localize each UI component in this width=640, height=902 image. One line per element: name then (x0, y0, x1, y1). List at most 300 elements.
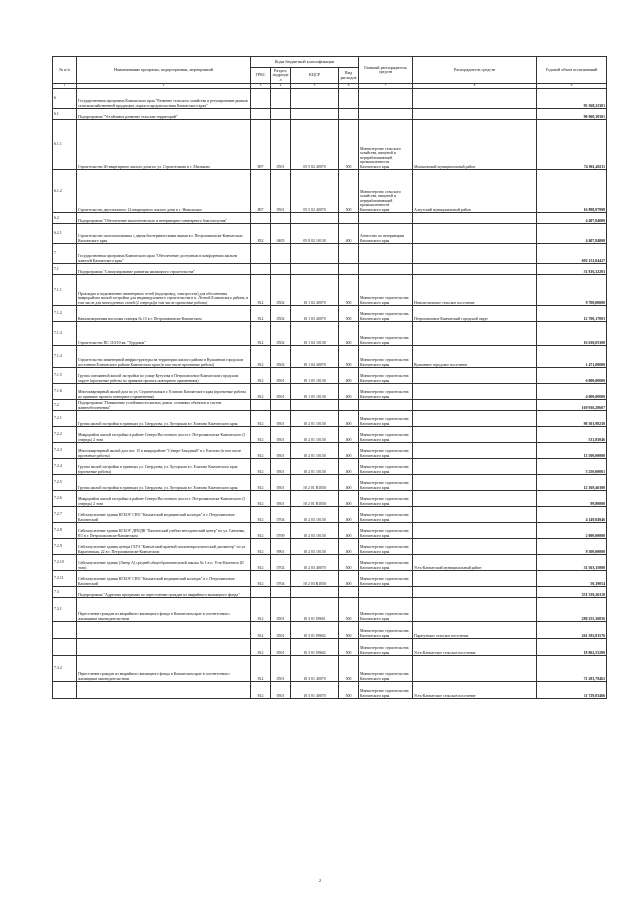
row-grbs: 812 (251, 639, 271, 656)
row-vid: 500 (339, 682, 359, 699)
table-row (53, 400, 607, 411)
row-ksr: 10 2 01 R1050 (291, 491, 339, 507)
row-vid: 500 (339, 598, 359, 622)
row-amount: 1 471,00000 (537, 346, 607, 368)
row-recipient (413, 656, 537, 682)
row-admin: Министерство строительства Камчатского края (359, 459, 413, 475)
row-amount: 71 283,79462 (537, 656, 607, 682)
row-vid: 500 (339, 346, 359, 368)
header-index: 6 (339, 84, 359, 89)
row-name: Строительство скотомогильника с двумя биотермическими ямами в г. Петропавловске-Камчатском Камчатского края (77, 224, 251, 244)
row-name: Группа жилой застройки в границах ул. Свердлова, ул. Хуторская в г. Елизово Камчатского края (77, 411, 251, 427)
table-row (53, 411, 607, 427)
row-recipient (413, 459, 537, 475)
row-admin: Министерство строительства Камчатского края (359, 306, 413, 322)
row-name: Группа жилой застройки в границах ул. Свердлова, ул. Хуторская в г. Елизово Камчатского края (77, 475, 251, 491)
table-row (53, 459, 607, 475)
row-name: Сейсмоусиление здания (Литер А) средней общеобразовательной школы № 1 в п. Усть-Камчатск (II этап) (77, 555, 251, 571)
row-vid: 400 (339, 411, 359, 427)
row-admin: Министерство строительства Камчатского края (359, 639, 413, 656)
row-razd: 0704 (271, 571, 291, 587)
row-name: Строительство ПС 110/10 кв. "Турдоков" (77, 322, 251, 346)
row-razd (271, 244, 291, 264)
row-grbs: 812 (251, 275, 271, 306)
row-name: Строительство 40-квартирного жилого дома по ул. Строительная в с. Мильково (77, 120, 251, 170)
row-razd (271, 264, 291, 275)
row-razd (271, 109, 291, 120)
row-vid: 400 (339, 491, 359, 507)
row-razd: 0502 (271, 306, 291, 322)
row-name: Строительство инженерной инфраструктуры на территории жилого района в Вулканном городском поселении Елизовского района Камчатского края (в том числе проектные работы) (77, 346, 251, 368)
table-row (53, 306, 607, 322)
row-admin: Министерство строительства Камчатского края (359, 656, 413, 682)
row-grbs: 807 (251, 120, 271, 170)
row-razd: 0501 (271, 427, 291, 443)
row-recipient: Вулканное городское поселение (413, 346, 537, 368)
row-vid: 400 (339, 384, 359, 400)
row-ksr: 10 2 01 10130 (291, 443, 339, 459)
row-grbs (251, 264, 271, 275)
row-recipient: Мильковский муниципальный район (413, 120, 537, 170)
row-number: 7.1.1 (53, 275, 77, 306)
row-ksr: 05 8 02 10130 (291, 224, 339, 244)
row-vid: 500 (339, 170, 359, 213)
row-razd: 0501 (271, 656, 291, 682)
table-row (53, 170, 607, 213)
row-number: 7 (53, 244, 77, 264)
row-ksr: 10 3 01 09602 (291, 639, 339, 656)
row-ksr: 10 2 03 10130 (291, 523, 339, 539)
row-razd: 0501 (271, 368, 291, 384)
row-amount: 261 392,81576 (537, 622, 607, 639)
row-ksr (291, 264, 339, 275)
row-number: 7.3 (53, 587, 77, 598)
row-recipient (413, 443, 537, 459)
table-row (53, 244, 607, 264)
row-razd: 0501 (271, 443, 291, 459)
row-recipient (413, 475, 537, 491)
row-recipient (413, 491, 537, 507)
row-vid (339, 264, 359, 275)
row-name (77, 622, 251, 639)
row-ksr (291, 109, 339, 120)
row-razd (271, 587, 291, 598)
row-recipient (413, 427, 537, 443)
row-recipient (413, 109, 537, 120)
row-amount: 169 036,28607 (537, 400, 607, 411)
row-recipient (413, 539, 537, 555)
row-vid (339, 109, 359, 120)
row-grbs: 812 (251, 598, 271, 622)
row-ksr: 10 2 01 10130 (291, 459, 339, 475)
row-vid (339, 213, 359, 224)
table-row (53, 523, 607, 539)
row-admin: Министерство строительства Камчатского края (359, 555, 413, 571)
row-recipient (413, 400, 537, 411)
row-number: 7.3.1 (53, 598, 77, 622)
row-recipient: Новолесновское сельское поселение (413, 275, 537, 306)
row-admin: Министерство строительства Камчатского края (359, 384, 413, 400)
row-recipient (413, 368, 537, 384)
row-razd: 0501 (271, 598, 291, 622)
row-ksr (291, 587, 339, 598)
row-name: Переселение граждан из аварийного жилищного фонда в Камчатском крае в соответствии с жилищным законодательством (77, 656, 251, 682)
header-razd: Раздел, подраздел (271, 68, 291, 84)
row-number: 7.3.2 (53, 656, 77, 682)
table-row (53, 322, 607, 346)
row-name: Государственная программа Камчатского края "Развитие сельского хозяйства и регулирование рынков сельскохозяйственной продукции, сырья и продовольствия Камчатского края" (77, 89, 251, 109)
row-name: Группа смешанной жилой застройки по улице Кутузова в Петропавловск-Камчатском городском округе (проектные работы по привязке проекта повторного применения) (77, 368, 251, 384)
row-ksr: 10 1 04 40070 (291, 346, 339, 368)
row-number: 7.2.1 (53, 411, 77, 427)
row-recipient (413, 598, 537, 622)
row-grbs (251, 109, 271, 120)
row-vid: 500 (339, 656, 359, 682)
row-recipient (413, 224, 537, 244)
row-admin: Министерство сельского хозяйства, пищевой и перерабатывающей промышленности Камчатского края (359, 120, 413, 170)
row-recipient: Петропавловск-Камчатский городской округ (413, 306, 537, 322)
row-name (77, 639, 251, 656)
row-admin (359, 587, 413, 598)
row-grbs: 807 (251, 170, 271, 213)
row-recipient (413, 264, 537, 275)
row-ksr: 10 3 01 40070 (291, 682, 339, 699)
row-recipient (413, 89, 537, 109)
row-name: Многоквартирный жилой дом поз. 15 в микрорайоне "Северо-Западный" в г. Елизово (в том числе проектные работы) (77, 443, 251, 459)
table-row (53, 368, 607, 384)
header-index: 4 (271, 84, 291, 89)
row-recipient (413, 507, 537, 523)
row-admin: Министерство строительства Камчатского края (359, 275, 413, 306)
row-recipient (413, 384, 537, 400)
row-razd: 0501 (271, 475, 291, 491)
row-number: 7.1.6 (53, 384, 77, 400)
row-vid: 400 (339, 322, 359, 346)
row-admin: Министерство строительства Камчатского края (359, 368, 413, 384)
row-recipient (413, 322, 537, 346)
row-grbs (251, 244, 271, 264)
row-amount: 280 255,36856 (537, 598, 607, 622)
row-name: Переселение граждан из аварийного жилищного фонда в Камчатском крае в соответствии с жилищным законодательством (77, 598, 251, 622)
row-vid: 400 (339, 368, 359, 384)
row-admin: Министерство строительства Камчатского края (359, 346, 413, 368)
row-grbs: 812 (251, 384, 271, 400)
row-name: Группа жилой застройки в границах ул. Свердлова, ул. Хуторская в г. Елизово Камчатского края (проектные работы) (77, 459, 251, 475)
row-ksr: 10 2 03 10130 (291, 539, 339, 555)
row-grbs: 812 (251, 427, 271, 443)
row-razd: 0702 (271, 555, 291, 571)
row-grbs: 812 (251, 475, 271, 491)
header-name: Наименование програмы, подпрограммы, мероприятий (77, 57, 251, 84)
row-number: 7.2.9 (53, 539, 77, 555)
row-grbs: 812 (251, 656, 271, 682)
row-ksr (291, 213, 339, 224)
table-row (53, 639, 607, 656)
row-number: 7.1.3 (53, 322, 77, 346)
row-amount: 11 729,83466 (537, 682, 607, 699)
header-index: 2 (77, 84, 251, 89)
row-amount: 50,19054 (537, 571, 607, 587)
row-razd: 0501 (271, 459, 291, 475)
table-row (53, 507, 607, 523)
row-number: 7.2.4 (53, 459, 77, 475)
row-amount: 2 000,00000 (537, 523, 607, 539)
row-vid: 400 (339, 443, 359, 459)
row-number: 7.2.10 (53, 555, 77, 571)
row-recipient: Алеутский муниципальный район (413, 170, 537, 213)
header-vid: Вид расходов (339, 68, 359, 84)
row-grbs (251, 587, 271, 598)
row-razd: 0709 (271, 523, 291, 539)
row-grbs (251, 400, 271, 411)
row-number (53, 682, 77, 699)
row-number: 6.2.1 (53, 224, 77, 244)
row-admin: Министерство строительства Камчатского края (359, 427, 413, 443)
row-name: Канализационная насосная станция № 15 в г. Петропавловске-Камчатском (77, 306, 251, 322)
row-vid: 400 (339, 571, 359, 587)
table-row (53, 622, 607, 639)
row-amount: 692 152,04427 (537, 244, 607, 264)
row-recipient (413, 571, 537, 587)
row-name: Подпрограмма "Устойчивое развитие сельских территорий" (77, 109, 251, 120)
header-index: 9 (537, 84, 607, 89)
row-vid: 500 (339, 639, 359, 656)
header-admin: Главный распорядитель средств (359, 57, 413, 84)
row-number: 6.2 (53, 213, 77, 224)
row-number: 7.2.7 (53, 507, 77, 523)
row-ksr: 10 2 03 40070 (291, 555, 339, 571)
row-ksr: 10 2 01 10130 (291, 427, 339, 443)
row-admin (359, 400, 413, 411)
row-recipient: Усть-Камчатский муниципальный район (413, 555, 537, 571)
row-recipient: Усть-Камчатское сельское поселение (413, 639, 537, 656)
row-admin: Агентство по ветеринарии Камчатского края (359, 224, 413, 244)
row-admin: Министерство строительства Камчатского края (359, 571, 413, 587)
row-ksr: 10 1 04 10130 (291, 322, 339, 346)
row-razd (271, 400, 291, 411)
row-razd: 0501 (271, 639, 291, 656)
row-vid (339, 244, 359, 264)
row-vid: 500 (339, 622, 359, 639)
row-number: 7.1 (53, 264, 77, 275)
row-number: 6 (53, 89, 77, 109)
row-razd: 0501 (271, 384, 291, 400)
row-razd: 0501 (271, 491, 291, 507)
row-razd: 0501 (271, 170, 291, 213)
row-recipient (413, 411, 537, 427)
row-name: Подпрограмма "Стимулирование развития жилищного строительства" (77, 264, 251, 275)
row-admin: Министерство строительства Камчатского края (359, 622, 413, 639)
row-number: 7.2.3 (53, 443, 77, 459)
row-vid: 400 (339, 539, 359, 555)
row-vid: 500 (339, 275, 359, 306)
row-number: 7.1.4 (53, 346, 77, 368)
table-row (53, 539, 607, 555)
row-amount: 51 816,32203 (537, 264, 607, 275)
table-row (53, 427, 607, 443)
row-grbs: 832 (251, 224, 271, 244)
table-row (53, 346, 607, 368)
row-amount: 5 250,00001 (537, 459, 607, 475)
row-number: 6.1 (53, 109, 77, 120)
row-ksr (291, 400, 339, 411)
table-row (53, 587, 607, 598)
row-grbs (251, 89, 271, 109)
row-grbs: 812 (251, 507, 271, 523)
row-razd: 0501 (271, 682, 291, 699)
table-body (53, 89, 607, 699)
row-name: Подпрограмма "Адресная программа по переселению граждан из аварийного жилищного фонда" (77, 587, 251, 598)
row-name: Многоквартирный жилой дом по ул. Строительная в г. Елизово Камчатского края (проектные работы по привязке проекта повторного применения) (77, 384, 251, 400)
row-grbs: 812 (251, 622, 271, 639)
row-name: Строительство двухэтажного 12-квартирного жилого дома в с. Никольское (77, 170, 251, 213)
row-ksr: 10 3 01 09602 (291, 622, 339, 639)
table-row (53, 571, 607, 587)
row-name: Сейсмоусиление здания КГБОУ СПО "Камчатский медицинский колледж" в г. Петропавловск-Камчатский (77, 507, 251, 523)
row-name: Сейсмоусиление здания КГБОУ СПО "Камчатский медицинский колледж" в г. Петропавловск-Камчатский (77, 571, 251, 587)
row-vid: 400 (339, 224, 359, 244)
row-amount: 4 149,84946 (537, 507, 607, 523)
row-grbs (251, 213, 271, 224)
row-amount: 31 563,15000 (537, 555, 607, 571)
row-grbs: 812 (251, 411, 271, 427)
row-ksr: 05 5 02 40070 (291, 170, 339, 213)
row-grbs: 812 (251, 322, 271, 346)
row-amount: 95 368,22301 (537, 89, 607, 109)
row-razd (271, 213, 291, 224)
row-admin: Министерство строительства Камчатского края (359, 539, 413, 555)
row-recipient: Паратунское сельское поселение (413, 622, 537, 639)
row-admin (359, 244, 413, 264)
row-number (53, 622, 77, 639)
table-row (53, 264, 607, 275)
header-index: 8 (413, 84, 537, 89)
row-ksr: 10 1 05 10130 (291, 384, 339, 400)
row-recipient (413, 523, 537, 539)
header-ksr: КЦСР (291, 68, 339, 84)
row-amount: 90 960,38301 (537, 109, 607, 120)
row-ksr (291, 244, 339, 264)
row-ksr: 10 1 03 40070 (291, 306, 339, 322)
row-razd: 0501 (271, 120, 291, 170)
row-ksr: 10 1 02 40070 (291, 275, 339, 306)
row-amount: 4 407,84000 (537, 213, 607, 224)
row-grbs: 812 (251, 682, 271, 699)
table-row (53, 598, 607, 622)
row-razd: 0704 (271, 507, 291, 523)
row-grbs: 812 (251, 368, 271, 384)
row-admin: Министерство строительства Камчатского края (359, 507, 413, 523)
row-grbs: 812 (251, 306, 271, 322)
row-number: 7.1.5 (53, 368, 77, 384)
row-ksr: 10 2 03 10130 (291, 507, 339, 523)
header-num: № п/п (53, 57, 77, 84)
row-vid: 400 (339, 523, 359, 539)
row-admin: Министерство строительства Камчатского края (359, 598, 413, 622)
row-grbs: 812 (251, 539, 271, 555)
row-admin (359, 109, 413, 120)
table-row (53, 491, 607, 507)
row-number: 7.2.2 (53, 427, 77, 443)
row-vid: 400 (339, 427, 359, 443)
row-number: 7.1.2 (53, 306, 77, 322)
row-vid: 500 (339, 306, 359, 322)
row-amount: 6 000,00000 (537, 368, 607, 384)
row-amount: 99,80000 (537, 491, 607, 507)
row-name: Микрорайон жилой застройки в районе Северо-Восточного шоссе г. Петропавловска-Камчатского (1 очередь) 2 этап (77, 491, 251, 507)
row-recipient (413, 213, 537, 224)
row-razd: 0901 (271, 539, 291, 555)
row-razd: 0502 (271, 346, 291, 368)
row-admin (359, 213, 413, 224)
row-amount: 13 500,00000 (537, 443, 607, 459)
table-row (53, 384, 607, 400)
row-number: 6.1.1 (53, 120, 77, 170)
row-number (53, 639, 77, 656)
row-admin (359, 89, 413, 109)
row-number: 7.2 (53, 400, 77, 411)
header-index: 3 (251, 84, 271, 89)
row-vid: 400 (339, 507, 359, 523)
row-amount: 90 301,98238 (537, 411, 607, 427)
row-number: 6.1.2 (53, 170, 77, 213)
table-header (53, 57, 607, 89)
table-row (53, 89, 607, 109)
row-razd: 0501 (271, 622, 291, 639)
row-name (77, 682, 251, 699)
budget-table-sheet (52, 56, 606, 699)
row-amount: 9 700,00000 (537, 275, 607, 306)
row-vid: 500 (339, 555, 359, 571)
row-admin: Министерство строительства Камчатского края (359, 523, 413, 539)
row-recipient (413, 244, 537, 264)
row-name: Сейсмоусиление здания центра ГБУЗ "Камчатский краевой психоневрологический диспансер" по ул. Карагинская, 22 в г. Петропавловске-Камчатском (77, 539, 251, 555)
row-amount: 4 000,00000 (537, 384, 607, 400)
row-amount: 12 369,46300 (537, 475, 607, 491)
row-admin: Министерство строительства Камчатского края (359, 411, 413, 427)
row-admin: Министерство строительства Камчатского края (359, 443, 413, 459)
row-amount: 4 407,84000 (537, 224, 607, 244)
table-row (53, 120, 607, 170)
row-amount: 12 706,17003 (537, 306, 607, 322)
page-number: 2 (318, 878, 322, 883)
row-razd (271, 89, 291, 109)
row-amount: 531,85046 (537, 427, 607, 443)
row-amount: 16 898,97998 (537, 170, 607, 213)
row-ksr: 10 3 01 09601 (291, 598, 339, 622)
row-grbs: 812 (251, 346, 271, 368)
row-razd: 0501 (271, 411, 291, 427)
table-row (53, 443, 607, 459)
row-name: Прокладка и подключение инженерных сетей (водопровод, электросети) для обеспечения микрорайона жилой застройки для индивидуального строительства в п. Лесной Елизовского района, в том числе для многодетных семей (2 очередь)(в том числе проектные работы) (77, 275, 251, 306)
row-admin (359, 264, 413, 275)
header-index: 7 (359, 84, 413, 89)
row-admin: Министерство сельского хозяйства, пищевой и перерабатывающей промышленности Камчатского края (359, 170, 413, 213)
row-name: Государственная программа Камчатского края "Обеспечение доступным и комфортным жильем жителей Камчатского края" (77, 244, 251, 264)
row-vid: 400 (339, 475, 359, 491)
row-name: Микрорайон жилой застройки в районе Северо-Восточного шоссе г. Петропавловска-Камчатского (1 очередь) 2 этап (77, 427, 251, 443)
row-vid: 500 (339, 120, 359, 170)
row-razd: 0502 (271, 322, 291, 346)
table-row (53, 213, 607, 224)
row-ksr (291, 89, 339, 109)
row-ksr: 10 1 05 10130 (291, 368, 339, 384)
row-admin: Министерство строительства Камчатского края (359, 322, 413, 346)
row-amount: 351 539,26318 (537, 587, 607, 598)
row-recipient: Усть-Камчатское сельское поселение (413, 682, 537, 699)
row-razd: 0502 (271, 275, 291, 306)
row-grbs: 812 (251, 555, 271, 571)
